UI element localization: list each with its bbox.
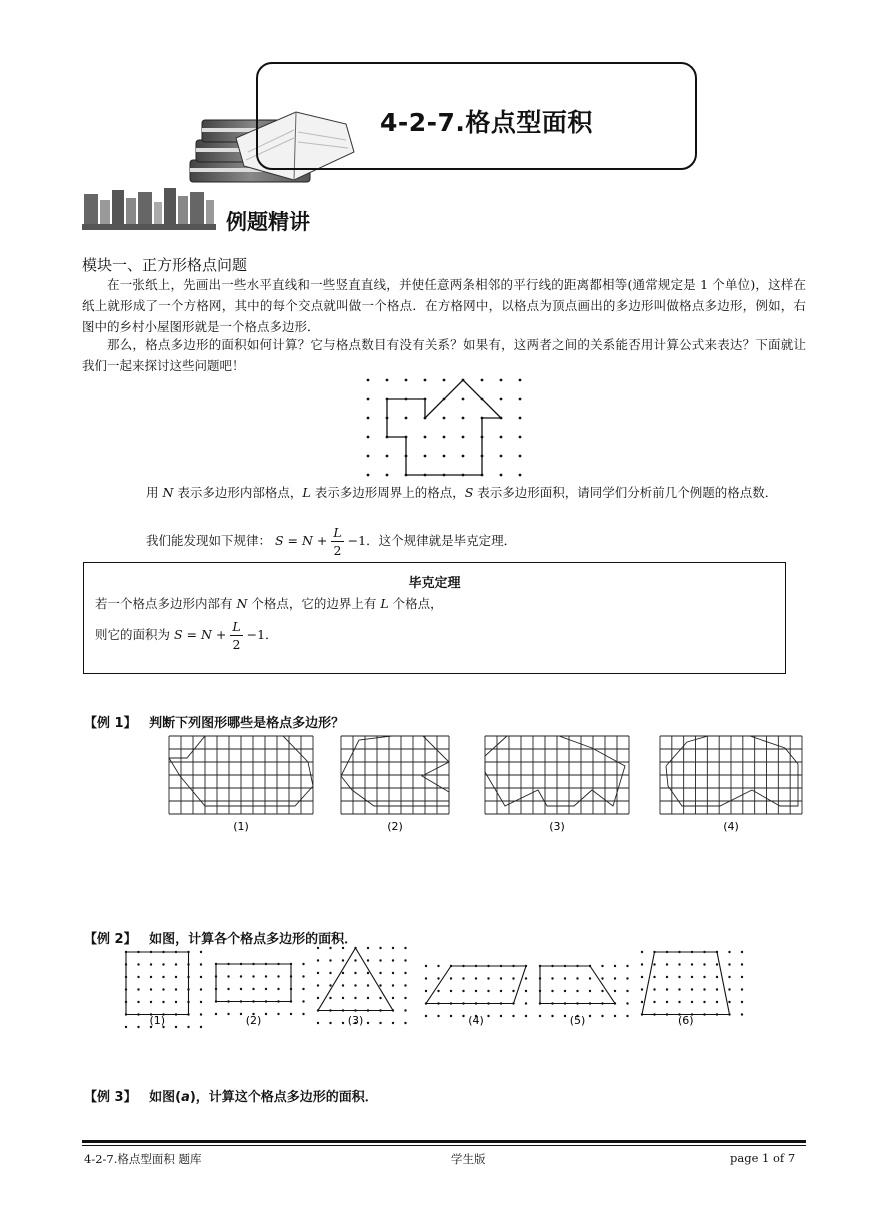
lattice-dot <box>354 972 356 974</box>
lattice-dot <box>626 1002 628 1004</box>
lattice-dot <box>741 1001 743 1003</box>
lattice-dot <box>500 436 503 439</box>
lattice-dot <box>290 1013 292 1015</box>
lattice-dot <box>716 1001 718 1003</box>
lattice-dot <box>317 1022 319 1024</box>
module-title: 模块一、正方形格点问题 <box>82 256 248 274</box>
lattice-dot <box>462 990 464 992</box>
lattice-dot <box>728 951 730 953</box>
lattice-dot <box>404 984 406 986</box>
lattice-dot <box>653 976 655 978</box>
lattice-dot <box>519 455 522 458</box>
lattice-dot <box>424 379 427 382</box>
lattice-dot <box>329 997 331 999</box>
lattice-dot <box>462 1015 464 1017</box>
lattice-dot <box>367 959 369 961</box>
section-banner-icon <box>82 186 216 232</box>
lattice-dot <box>500 990 502 992</box>
lattice-dot <box>576 977 578 979</box>
lattice-dot <box>379 984 381 986</box>
lattice-dot <box>162 976 164 978</box>
lattice-dot <box>162 1001 164 1003</box>
lattice-dot <box>716 963 718 965</box>
lattice-dot <box>443 417 446 420</box>
lattice-dot <box>500 398 503 401</box>
example-2-label: (2) <box>245 1014 262 1027</box>
intro-paragraph-2: 那么，格点多边形的面积如何计算？它与格点数目有没有关系？如果有，这两者之间的关系能否用计算公式来表达？下面就让我们一起来探讨这些问题吧！ <box>82 337 806 373</box>
lattice-dot <box>354 984 356 986</box>
lattice-dot <box>500 1015 502 1017</box>
lattice-dot <box>589 990 591 992</box>
lattice-dot <box>678 988 680 990</box>
lattice-dot <box>728 976 730 978</box>
example-3-text: 如图(a)，计算这个格点多边形的面积． <box>149 1090 378 1105</box>
lattice-dot <box>329 972 331 974</box>
example-1-label: (3) <box>549 820 565 833</box>
lattice-dot <box>666 963 668 965</box>
example-2-tag: 【例 2】 <box>84 932 137 947</box>
lattice-dot <box>653 963 655 965</box>
lattice-dot <box>437 1015 439 1017</box>
lattice-dot <box>691 976 693 978</box>
example-2-lattices <box>110 944 750 1032</box>
lattice-dot <box>342 972 344 974</box>
lattice-dot <box>302 1000 304 1002</box>
example-1-tag: 【例 1】 <box>84 716 137 731</box>
lattice-dot <box>666 988 668 990</box>
theorem-line-2: 则它的面积为 S = N + $\frac{L}{2}$ −1． <box>95 619 278 652</box>
lattice-dot <box>564 977 566 979</box>
house-polygon <box>387 380 501 475</box>
lattice-dot <box>200 963 202 965</box>
lattice-dot <box>564 990 566 992</box>
lattice-dot <box>589 977 591 979</box>
lattice-dot <box>150 988 152 990</box>
lattice-dot <box>342 984 344 986</box>
lattice-dot <box>342 997 344 999</box>
lattice-dot <box>277 975 279 977</box>
lattice-dot <box>512 1015 514 1017</box>
lattice-dot <box>475 990 477 992</box>
lattice-dot <box>614 977 616 979</box>
footer-rule-thin <box>82 1145 806 1146</box>
section-title: 例题精讲 <box>226 210 310 234</box>
var-s: S <box>464 485 474 500</box>
lattice-dot <box>487 990 489 992</box>
lattice-dot <box>424 436 427 439</box>
lattice-dot <box>551 977 553 979</box>
example-2-polygon <box>642 952 730 1015</box>
example-1-grids <box>160 730 810 840</box>
lattice-dot <box>379 1022 381 1024</box>
lattice-dot <box>512 990 514 992</box>
lattice-dot <box>487 977 489 979</box>
lattice-dot <box>175 1026 177 1028</box>
lattice-dot <box>614 965 616 967</box>
lattice-dot <box>653 1001 655 1003</box>
lattice-dot <box>626 1015 628 1017</box>
lattice-dot <box>678 963 680 965</box>
lattice-dot <box>277 1013 279 1015</box>
lattice-dot <box>175 963 177 965</box>
lattice-dot <box>519 436 522 439</box>
lattice-dot <box>626 990 628 992</box>
lattice-dot <box>386 379 389 382</box>
lattice-dot <box>404 997 406 999</box>
lattice-dot <box>162 963 164 965</box>
footer-rule <box>82 1140 806 1143</box>
formula-rhs: −1 <box>347 533 367 548</box>
footer-center: 学生版 <box>451 1152 486 1166</box>
lattice-dot <box>437 965 439 967</box>
lattice-dot <box>367 997 369 999</box>
lattice-dot <box>302 1013 304 1015</box>
intro-paragraph-1: 在一张纸上，先画出一些水平直线和一些竖直直线，并使任意两条相邻的平行线的距离都相等(通常规定是 1 个单位)，这样在纸上就形成了一个方格网，其中的每个交点就叫做一个格点．在方格网中，以格点为顶点画出的多边形叫做格点多边形，例如，右图中的乡村小屋图形就是一个格点多边形． <box>82 277 806 334</box>
lattice-dot <box>641 963 643 965</box>
example-2-text: 如图，计算各个格点多边形的面积． <box>149 932 358 947</box>
example-3-tag: 【例 3】 <box>84 1090 137 1105</box>
lattice-dot <box>200 1001 202 1003</box>
lattice-dot <box>367 1022 369 1024</box>
lattice-dot <box>379 947 381 949</box>
lattice-dot <box>641 951 643 953</box>
example-2-label: (3) <box>347 1014 364 1027</box>
lattice-dot <box>354 959 356 961</box>
lattice-dot <box>200 1026 202 1028</box>
lattice-dot <box>741 963 743 965</box>
lattice-dot <box>367 947 369 949</box>
lattice-dot <box>741 1013 743 1015</box>
lattice-dot <box>601 1015 603 1017</box>
lattice-dot <box>437 990 439 992</box>
lattice-dot <box>404 1022 406 1024</box>
lattice-dot <box>125 1026 127 1028</box>
lattice-dot <box>392 1022 394 1024</box>
lattice-dot <box>539 1015 541 1017</box>
lattice-dot <box>741 951 743 953</box>
lattice-dot <box>462 436 465 439</box>
lattice-dot <box>601 965 603 967</box>
lattice-dot <box>653 988 655 990</box>
lattice-dot <box>519 474 522 477</box>
lattice-dot <box>150 963 152 965</box>
lattice-dot <box>367 972 369 974</box>
lattice-dot <box>187 1026 189 1028</box>
lattice-dot <box>500 379 503 382</box>
lattice-dot <box>425 1015 427 1017</box>
lattice-dot <box>462 417 465 420</box>
lattice-dot <box>277 988 279 990</box>
lattice-dot <box>367 984 369 986</box>
lattice-dot <box>462 977 464 979</box>
lattice-dot <box>175 1001 177 1003</box>
lattice-dot <box>392 947 394 949</box>
lattice-dot <box>404 947 406 949</box>
formula-fraction: $\frac{L}{2}$ <box>333 525 342 558</box>
lattice-dot <box>317 984 319 986</box>
lattice-dot <box>437 977 439 979</box>
lattice-dot <box>392 997 394 999</box>
lattice-dot <box>265 988 267 990</box>
lattice-dot <box>500 977 502 979</box>
example-1-label: (2) <box>387 820 403 833</box>
lattice-dot <box>367 455 370 458</box>
example-2-polygon <box>216 964 291 1002</box>
lattice-dot <box>450 1015 452 1017</box>
lattice-dot <box>576 990 578 992</box>
lattice-dot <box>614 990 616 992</box>
lattice-dot <box>200 976 202 978</box>
lattice-dot <box>525 977 527 979</box>
lattice-dot <box>329 959 331 961</box>
lattice-dot <box>265 975 267 977</box>
lattice-dot <box>462 398 465 401</box>
lattice-dot <box>137 976 139 978</box>
lattice-dot <box>317 997 319 999</box>
lattice-dot <box>302 963 304 965</box>
example-2-label: (5) <box>569 1014 586 1027</box>
example-1-text: 判断下列图形哪些是格点多边形？ <box>149 716 345 731</box>
lattice-dot <box>404 959 406 961</box>
lattice-dot <box>641 988 643 990</box>
footer-left: 4-2-7.格点型面积 题库 <box>84 1152 202 1166</box>
example-2-polygon <box>126 952 189 1015</box>
lattice-dot <box>240 988 242 990</box>
footer-right: page 1 of 7 <box>730 1151 796 1165</box>
formula-lhs: S = N + <box>275 533 328 548</box>
lattice-dot <box>137 1026 139 1028</box>
lattice-dot <box>342 947 344 949</box>
lattice-dot <box>450 977 452 979</box>
example-2-label: (6) <box>677 1014 694 1027</box>
lattice-dot <box>425 965 427 967</box>
var-n: N <box>162 485 174 500</box>
lattice-dot <box>741 976 743 978</box>
notation-paragraph: 用 N 表示多边形内部格点，L 表示多边形周界上的格点，S 表示多边形面积，请同学们分析前几个例题的格点数． <box>146 485 778 500</box>
lattice-dot <box>379 997 381 999</box>
lattice-dot <box>227 988 229 990</box>
lattice-dot <box>500 474 503 477</box>
lattice-dot <box>404 1009 406 1011</box>
lattice-dot <box>666 1001 668 1003</box>
lattice-dot <box>626 977 628 979</box>
lattice-dot <box>424 455 427 458</box>
example-3-heading <box>84 1086 378 1105</box>
lattice-dot <box>678 1001 680 1003</box>
lattice-dot <box>405 379 408 382</box>
example-2-label: (1) <box>149 1014 166 1027</box>
page-title: 4-2-7.格点型面积 <box>380 108 593 137</box>
lattice-dot <box>329 1022 331 1024</box>
theorem-title: 毕克定理 <box>408 576 461 591</box>
lattice-dot <box>386 474 389 477</box>
lattice-dot <box>716 976 718 978</box>
lattice-dot <box>392 972 394 974</box>
lattice-dot <box>589 1015 591 1017</box>
lattice-dot <box>200 1013 202 1015</box>
example-2-label: (4) <box>468 1014 484 1027</box>
lattice-dot <box>367 398 370 401</box>
lattice-dot <box>227 975 229 977</box>
lattice-dot <box>392 959 394 961</box>
lattice-dot <box>728 988 730 990</box>
lattice-dot <box>500 455 503 458</box>
lattice-dot <box>200 988 202 990</box>
lattice-dot <box>703 963 705 965</box>
lattice-dot <box>240 1013 242 1015</box>
lattice-dot <box>354 997 356 999</box>
example-1-label: (1) <box>233 820 249 833</box>
house-lattice-figure <box>360 373 530 481</box>
lattice-dot <box>691 963 693 965</box>
example-1-polygon <box>341 736 449 806</box>
lattice-dot <box>641 1001 643 1003</box>
lattice-dot <box>626 965 628 967</box>
lattice-dot <box>367 436 370 439</box>
lattice-dot <box>691 1001 693 1003</box>
lattice-dot <box>703 976 705 978</box>
lattice-dot <box>317 972 319 974</box>
lattice-dot <box>564 1015 566 1017</box>
example-1-polygon <box>485 736 625 806</box>
lattice-dot <box>367 474 370 477</box>
lattice-dot <box>150 976 152 978</box>
lattice-dot <box>386 455 389 458</box>
lattice-dot <box>691 988 693 990</box>
lattice-dot <box>200 951 202 953</box>
lattice-dot <box>519 379 522 382</box>
lattice-dot <box>525 990 527 992</box>
lattice-dot <box>728 1001 730 1003</box>
lattice-dot <box>666 976 668 978</box>
lattice-dot <box>367 417 370 420</box>
lattice-dot <box>728 963 730 965</box>
lattice-dot <box>137 1001 139 1003</box>
lattice-dot <box>551 990 553 992</box>
lattice-dot <box>150 1001 152 1003</box>
lattice-dot <box>252 975 254 977</box>
lattice-dot <box>614 1015 616 1017</box>
lattice-dot <box>641 976 643 978</box>
lattice-dot <box>317 947 319 949</box>
lattice-dot <box>443 436 446 439</box>
lattice-dot <box>703 1001 705 1003</box>
lattice-dot <box>525 1002 527 1004</box>
lattice-dot <box>425 977 427 979</box>
lattice-dot <box>240 975 242 977</box>
lattice-dot <box>137 988 139 990</box>
lattice-dot <box>601 990 603 992</box>
lattice-dot <box>302 975 304 977</box>
lattice-dot <box>252 988 254 990</box>
lattice-dot <box>215 1013 217 1015</box>
example-2-polygon <box>540 966 615 1004</box>
lattice-dot <box>404 972 406 974</box>
example-2-polygon <box>318 948 393 1011</box>
lattice-dot <box>317 959 319 961</box>
lattice-dot <box>227 1013 229 1015</box>
lattice-dot <box>302 988 304 990</box>
lattice-dot <box>392 984 394 986</box>
lattice-dot <box>475 977 477 979</box>
var-l: L <box>302 485 311 500</box>
lattice-dot <box>405 417 408 420</box>
lattice-dot <box>525 1015 527 1017</box>
lattice-dot <box>601 977 603 979</box>
lattice-dot <box>175 976 177 978</box>
lattice-dot <box>137 963 139 965</box>
lattice-dot <box>342 1022 344 1024</box>
lattice-dot <box>342 959 344 961</box>
lattice-dot <box>379 959 381 961</box>
rule-paragraph: 我们能发现如下规律： S = N + $\frac{L}{2}$ −1．这个规律就是毕克定理． <box>146 525 517 558</box>
lattice-dot <box>329 947 331 949</box>
lattice-dot <box>519 417 522 420</box>
lattice-dot <box>716 988 718 990</box>
theorem-line-1: 若一个格点多边形内部有 N 个格点，它的边界上有 L 个格点， <box>95 596 443 611</box>
lattice-dot <box>519 398 522 401</box>
lattice-dot <box>551 1015 553 1017</box>
lattice-dot <box>512 977 514 979</box>
lattice-dot <box>175 988 177 990</box>
lattice-dot <box>367 379 370 382</box>
lattice-dot <box>443 379 446 382</box>
example-1-label: (4) <box>723 820 739 833</box>
lattice-dot <box>162 988 164 990</box>
lattice-dot <box>703 988 705 990</box>
lattice-dot <box>487 1015 489 1017</box>
lattice-dot <box>425 990 427 992</box>
lattice-dot <box>329 984 331 986</box>
lattice-dot <box>379 972 381 974</box>
lattice-dot <box>462 455 465 458</box>
lattice-dot <box>265 1013 267 1015</box>
lattice-dot <box>450 990 452 992</box>
example-2-polygon <box>426 966 526 1004</box>
lattice-dot <box>481 379 484 382</box>
example-1-heading <box>84 712 344 731</box>
lattice-dot <box>443 455 446 458</box>
lattice-dot <box>678 976 680 978</box>
lattice-dot <box>741 988 743 990</box>
